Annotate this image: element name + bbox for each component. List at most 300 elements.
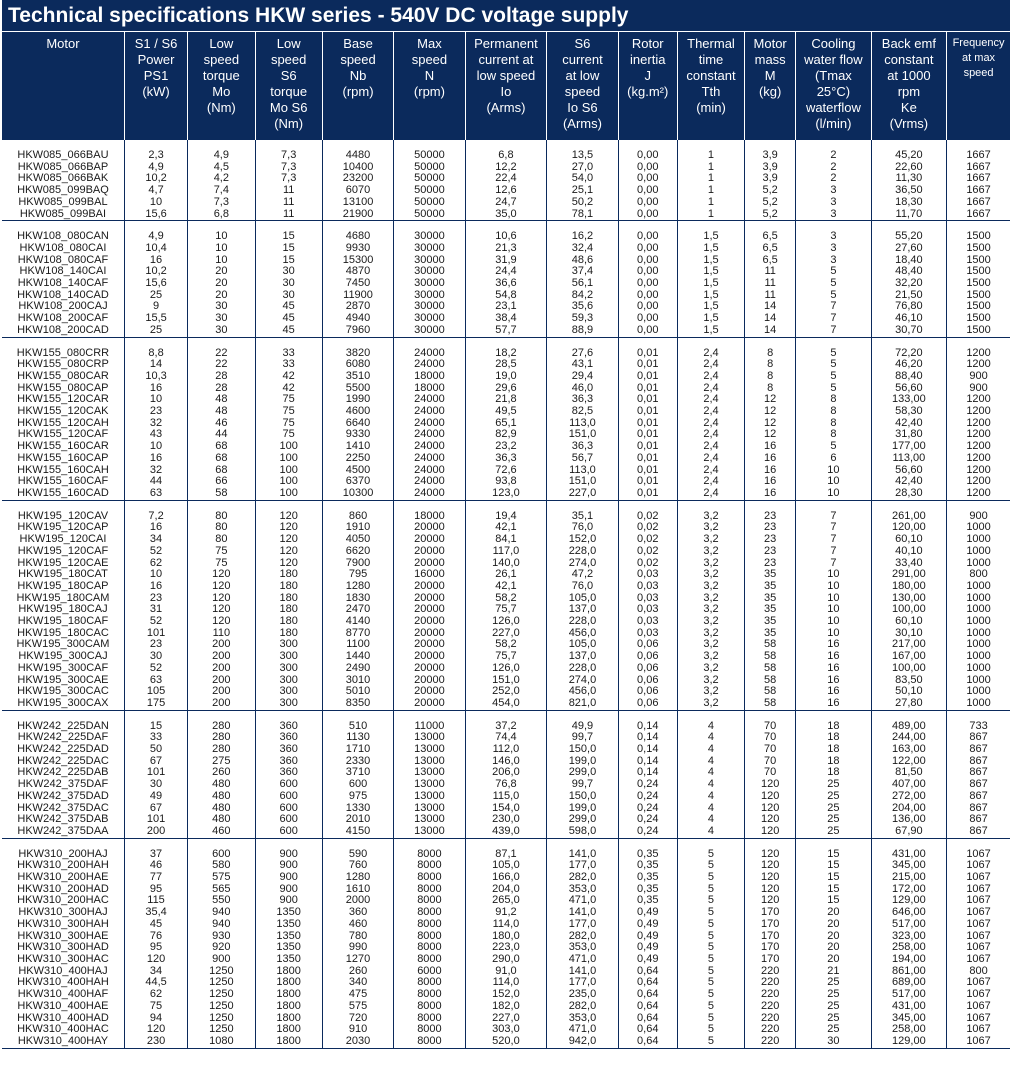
spacer-cell xyxy=(547,710,618,721)
motor-name-cell: HKW310_200HAE xyxy=(17,872,109,884)
table-cell: 15 xyxy=(255,243,322,255)
table-cell: 215,00 xyxy=(871,872,946,884)
table-cell: 1067 xyxy=(947,872,1010,884)
motor-name-cell: HKW155_160CAH xyxy=(17,464,109,476)
table-cell: 10 xyxy=(124,569,187,581)
table-cell: 6 xyxy=(796,453,871,465)
table-cell: 510 xyxy=(322,721,393,733)
table-cell: 21,50 xyxy=(871,290,946,302)
table-row xyxy=(2,826,1010,838)
table-row xyxy=(2,266,1010,278)
table-cell: 25 xyxy=(796,779,871,791)
table-cell: 5 xyxy=(796,371,871,383)
table-cell: 5 xyxy=(796,441,871,453)
table-cell: 38,4 xyxy=(465,313,547,325)
column-header: Low speed S6 torque Mo S6 (Nm) xyxy=(255,32,322,141)
table-cell: 16 xyxy=(796,639,871,651)
table-cell: 42,1 xyxy=(465,581,547,593)
table-cell: 360 xyxy=(255,721,322,733)
table-cell: 6080 xyxy=(322,359,393,371)
table-cell: 16 xyxy=(796,663,871,675)
table-cell: 33 xyxy=(124,732,187,744)
table-cell: 68 xyxy=(188,465,255,477)
table-cell: 70 xyxy=(745,744,796,756)
table-cell: 11 xyxy=(745,278,796,290)
table-cell: 8000 xyxy=(394,1036,465,1048)
table-row xyxy=(2,488,1010,500)
table-cell: 2250 xyxy=(322,453,393,465)
table-cell: 15 xyxy=(255,231,322,243)
motor-name-cell: HKW310_300HAJ xyxy=(18,907,108,919)
table-cell: 0,01 xyxy=(618,406,677,418)
table-cell: 910 xyxy=(322,1024,393,1036)
table-row xyxy=(2,1024,1010,1036)
motor-name-cell: HKW242_225DAN xyxy=(17,720,109,732)
table-row xyxy=(2,418,1010,430)
table-cell: 0,03 xyxy=(618,628,677,640)
motor-name-cell: HKW155_120CAH xyxy=(17,417,109,429)
table-cell: 75 xyxy=(124,1001,187,1013)
table-cell: 35 xyxy=(745,593,796,605)
table-cell: 78,1 xyxy=(547,209,618,221)
table-cell: 80 xyxy=(188,522,255,534)
table-cell: 172,00 xyxy=(871,884,946,896)
table-cell: 46,20 xyxy=(871,359,946,371)
table-cell: 780 xyxy=(322,931,393,943)
table-cell: 50000 xyxy=(394,150,465,162)
spacer-cell xyxy=(745,500,796,511)
table-cell: 87,1 xyxy=(465,849,547,861)
table-cell: 0,06 xyxy=(618,663,677,675)
spacer-cell xyxy=(124,140,187,150)
table-cell: 5 xyxy=(677,1013,744,1025)
table-cell: 151,0 xyxy=(547,476,618,488)
column-header: Motor xyxy=(2,32,124,141)
table-cell: 1,5 xyxy=(677,243,744,255)
table-cell: 867 xyxy=(947,791,1010,803)
table-cell: 1,5 xyxy=(677,301,744,313)
table-cell: 23,2 xyxy=(465,441,547,453)
table-cell: 29,6 xyxy=(465,383,547,395)
table-cell: 299,0 xyxy=(547,814,618,826)
table-cell: 1,5 xyxy=(677,231,744,243)
table-cell: 0,24 xyxy=(618,814,677,826)
table-cell: 151,0 xyxy=(465,675,547,687)
motor-name-cell: HKW195_180CAM xyxy=(16,592,110,604)
column-header: Max speed N (rpm) xyxy=(394,32,465,141)
table-cell: 44 xyxy=(124,476,187,488)
table-cell: 6370 xyxy=(322,476,393,488)
table-cell: 1270 xyxy=(322,954,393,966)
table-cell: 456,0 xyxy=(547,628,618,640)
table-cell: 0,02 xyxy=(618,546,677,558)
table-cell: 1067 xyxy=(947,977,1010,989)
table-cell: 300 xyxy=(255,698,322,710)
table-cell: 57,7 xyxy=(465,325,547,337)
table-cell: 126,0 xyxy=(465,616,547,628)
table-cell: 244,00 xyxy=(871,732,946,744)
table-cell: 646,00 xyxy=(871,907,946,919)
table-cell: 30 xyxy=(124,779,187,791)
table-cell: 8,8 xyxy=(124,348,187,360)
table-cell: 20 xyxy=(796,931,871,943)
table-cell: 265,0 xyxy=(465,895,547,907)
table-cell: 1250 xyxy=(188,1001,255,1013)
group-spacer xyxy=(2,221,1010,232)
table-cell: 120 xyxy=(745,884,796,896)
table-cell: 3710 xyxy=(322,767,393,779)
table-row xyxy=(2,977,1010,989)
spacer-cell xyxy=(745,140,796,150)
motor-name-cell: HKW155_160CAR xyxy=(17,441,109,453)
table-cell: 290,0 xyxy=(465,954,547,966)
table-cell: 74,4 xyxy=(465,732,547,744)
table-cell: 8000 xyxy=(394,931,465,943)
motor-name-cell: HKW108_080CAN xyxy=(17,231,109,243)
table-cell: 24000 xyxy=(394,465,465,477)
table-cell: 13000 xyxy=(394,767,465,779)
table-cell: 1000 xyxy=(947,558,1010,570)
table-cell: 22 xyxy=(188,348,255,360)
table-cell: 1500 xyxy=(947,278,1010,290)
table-row xyxy=(2,1036,1010,1048)
table-cell: 177,00 xyxy=(871,441,946,453)
table-cell: 0,00 xyxy=(618,255,677,267)
table-cell: 23 xyxy=(124,593,187,605)
table-cell: 146,0 xyxy=(465,756,547,768)
table-row xyxy=(2,173,1010,185)
table-cell: 8 xyxy=(745,371,796,383)
table-cell: 4140 xyxy=(322,616,393,628)
table-cell: 150,0 xyxy=(547,791,618,803)
table-cell: 152,0 xyxy=(547,534,618,546)
motor-name-cell: HKW242_375DAC xyxy=(17,802,109,814)
table-cell: 1,5 xyxy=(677,266,744,278)
table-cell: 120,00 xyxy=(871,522,946,534)
table-cell: 28,5 xyxy=(465,359,547,371)
table-cell: 8 xyxy=(745,348,796,360)
table-cell: 120 xyxy=(255,534,322,546)
group-spacer xyxy=(2,710,1010,721)
table-cell: 16,2 xyxy=(547,231,618,243)
table-row xyxy=(2,255,1010,267)
motor-name-cell: HKW310_200HAD xyxy=(17,883,109,895)
table-cell: 10300 xyxy=(322,488,393,500)
table-cell: 19,4 xyxy=(465,511,547,523)
table-cell: 1250 xyxy=(188,966,255,978)
table-cell: 120 xyxy=(188,581,255,593)
table-cell: 8000 xyxy=(394,919,465,931)
table-cell: 258,00 xyxy=(871,1024,946,1036)
table-header-row xyxy=(2,32,1010,141)
table-cell: 12 xyxy=(745,406,796,418)
table-cell: 32,4 xyxy=(547,243,618,255)
table-cell: 900 xyxy=(255,860,322,872)
motor-name-cell: HKW155_160CAF xyxy=(17,476,109,488)
table-cell: 0,64 xyxy=(618,1001,677,1013)
table-row xyxy=(2,394,1010,406)
table-cell: 63 xyxy=(124,675,187,687)
table-cell: 22 xyxy=(188,359,255,371)
table-cell: 21,3 xyxy=(465,243,547,255)
table-cell: 36,6 xyxy=(465,278,547,290)
column-header: Frequency at max speed xyxy=(947,32,1010,141)
table-cell: 44,5 xyxy=(124,977,187,989)
spacer-cell xyxy=(947,710,1010,721)
table-cell: 99,7 xyxy=(547,732,618,744)
table-cell: 30 xyxy=(796,1036,871,1048)
table-cell: 0,35 xyxy=(618,895,677,907)
table-cell: 230 xyxy=(124,1036,187,1048)
table-cell: 25 xyxy=(124,290,187,302)
spacer-cell xyxy=(2,221,124,232)
table-cell: 66 xyxy=(188,476,255,488)
table-cell: 199,0 xyxy=(547,803,618,815)
table-cell: 42 xyxy=(255,371,322,383)
table-cell: 228,0 xyxy=(547,663,618,675)
table-cell: 0,64 xyxy=(618,966,677,978)
table-cell: 46 xyxy=(188,418,255,430)
motor-name-cell: HKW155_080CRR xyxy=(16,347,110,359)
table-cell: 0,02 xyxy=(618,511,677,523)
motor-name-cell: HKW085_099BAQ xyxy=(17,185,109,197)
table-cell: 50000 xyxy=(394,173,465,185)
table-cell: 5 xyxy=(677,872,744,884)
table-cell: 76,8 xyxy=(465,779,547,791)
motor-name-cell: HKW195_300CAX xyxy=(17,697,109,709)
table-cell: 120 xyxy=(745,895,796,907)
table-cell: 2,4 xyxy=(677,383,744,395)
table-cell: 36,3 xyxy=(547,441,618,453)
table-cell: 45,20 xyxy=(871,150,946,162)
motor-name-cell: HKW085_099BAI xyxy=(19,208,107,220)
table-cell: 220 xyxy=(745,966,796,978)
table-cell: 9930 xyxy=(322,243,393,255)
table-cell: 180 xyxy=(255,581,322,593)
table-cell: 21900 xyxy=(322,209,393,221)
table-cell: 10 xyxy=(796,604,871,616)
table-cell: 23 xyxy=(745,511,796,523)
table-cell: 1 xyxy=(677,185,744,197)
table-cell: 120 xyxy=(745,849,796,861)
motor-name-cell: HKW310_400HAF xyxy=(17,989,109,1001)
table-cell: 45 xyxy=(255,325,322,337)
motor-name-cell: HKW195_180CAP xyxy=(17,580,109,592)
table-cell: 9 xyxy=(124,301,187,313)
table-cell: 303,0 xyxy=(465,1024,547,1036)
table-cell: 49 xyxy=(124,791,187,803)
table-cell: 30000 xyxy=(394,301,465,313)
table-cell: 30000 xyxy=(394,255,465,267)
table-row xyxy=(2,663,1010,675)
table-row xyxy=(2,744,1010,756)
table-cell: 11,70 xyxy=(871,209,946,221)
table-cell: 52 xyxy=(124,616,187,628)
table-cell: 8000 xyxy=(394,942,465,954)
group-spacer xyxy=(2,140,1010,150)
group-spacer xyxy=(2,838,1010,849)
table-cell: 360 xyxy=(255,744,322,756)
spacer-cell xyxy=(394,221,465,232)
table-cell: 1,5 xyxy=(677,255,744,267)
table-cell: 80 xyxy=(188,511,255,523)
table-cell: 2,4 xyxy=(677,394,744,406)
table-cell: 4 xyxy=(677,779,744,791)
table-cell: 8770 xyxy=(322,628,393,640)
table-cell: 18000 xyxy=(394,371,465,383)
motor-name-cell: HKW155_160CAP xyxy=(17,452,109,464)
table-cell: 228,0 xyxy=(547,616,618,628)
spacer-cell xyxy=(124,500,187,511)
motor-name-cell: HKW108_080CAF xyxy=(17,254,109,266)
table-cell: 4870 xyxy=(322,266,393,278)
table-cell: 280 xyxy=(188,732,255,744)
table-cell: 170 xyxy=(745,931,796,943)
table-cell: 1080 xyxy=(188,1036,255,1048)
motor-name-cell: HKW155_120CAK xyxy=(17,406,109,418)
table-cell: 7,3 xyxy=(255,173,322,185)
table-cell: 1667 xyxy=(947,173,1010,185)
table-cell: 58 xyxy=(188,488,255,500)
table-cell: 33,40 xyxy=(871,558,946,570)
table-cell: 0,01 xyxy=(618,429,677,441)
table-cell: 25 xyxy=(796,977,871,989)
table-cell: 1000 xyxy=(947,534,1010,546)
table-cell: 1990 xyxy=(322,394,393,406)
table-row xyxy=(2,231,1010,243)
spacer-cell xyxy=(465,710,547,721)
table-cell: 407,00 xyxy=(871,779,946,791)
table-cell: 1000 xyxy=(947,628,1010,640)
table-cell: 29,4 xyxy=(547,371,618,383)
table-cell: 1067 xyxy=(947,942,1010,954)
table-row xyxy=(2,860,1010,872)
table-cell: 0,14 xyxy=(618,756,677,768)
table-cell: 82,9 xyxy=(465,429,547,441)
table-cell: 3,2 xyxy=(677,511,744,523)
table-cell: 360 xyxy=(322,907,393,919)
table-cell: 1067 xyxy=(947,989,1010,1001)
table-cell: 1800 xyxy=(255,1036,322,1048)
table-cell: 46,0 xyxy=(547,383,618,395)
table-cell: 35,4 xyxy=(124,907,187,919)
table-cell: 10400 xyxy=(322,162,393,174)
table-cell: 220 xyxy=(745,989,796,1001)
table-cell: 54,0 xyxy=(547,173,618,185)
table-cell: 282,0 xyxy=(547,931,618,943)
table-cell: 4480 xyxy=(322,150,393,162)
table-cell: 0,00 xyxy=(618,325,677,337)
table-cell: 36,3 xyxy=(547,394,618,406)
table-cell: 6,5 xyxy=(745,255,796,267)
table-cell: 16 xyxy=(745,488,796,500)
table-cell: 42,40 xyxy=(871,418,946,430)
table-cell: 20000 xyxy=(394,663,465,675)
table-cell: 10,2 xyxy=(124,173,187,185)
table-cell: 48,6 xyxy=(547,255,618,267)
table-cell: 49,9 xyxy=(547,721,618,733)
table-cell: 25 xyxy=(796,989,871,1001)
table-cell: 7,3 xyxy=(188,197,255,209)
spacer-cell xyxy=(188,838,255,849)
table-cell: 30000 xyxy=(394,290,465,302)
spacer-cell xyxy=(745,221,796,232)
table-cell: 3 xyxy=(796,185,871,197)
table-cell: 48 xyxy=(188,406,255,418)
table-cell: 170 xyxy=(745,907,796,919)
table-cell: 15 xyxy=(796,860,871,872)
table-cell: 1250 xyxy=(188,989,255,1001)
table-cell: 0,01 xyxy=(618,371,677,383)
table-cell: 13000 xyxy=(394,756,465,768)
table-cell: 115,0 xyxy=(465,791,547,803)
table-cell: 11900 xyxy=(322,290,393,302)
table-cell: 15,5 xyxy=(124,313,187,325)
table-cell: 68 xyxy=(188,453,255,465)
table-cell: 113,0 xyxy=(547,418,618,430)
table-cell: 8000 xyxy=(394,1024,465,1036)
table-cell: 20 xyxy=(188,266,255,278)
table-cell: 1067 xyxy=(947,1001,1010,1013)
table-cell: 20 xyxy=(796,907,871,919)
table-row xyxy=(2,721,1010,733)
table-cell: 7900 xyxy=(322,558,393,570)
table-cell: 282,0 xyxy=(547,1001,618,1013)
table-row xyxy=(2,942,1010,954)
table-cell: 0,35 xyxy=(618,849,677,861)
table-cell: 260 xyxy=(322,966,393,978)
table-cell: 1000 xyxy=(947,663,1010,675)
table-cell: 20000 xyxy=(394,639,465,651)
table-cell: 323,00 xyxy=(871,931,946,943)
table-cell: 36,3 xyxy=(465,453,547,465)
table-cell: 25 xyxy=(796,1001,871,1013)
table-cell: 13000 xyxy=(394,791,465,803)
table-cell: 32 xyxy=(124,418,187,430)
table-cell: 20000 xyxy=(394,651,465,663)
spacer-cell xyxy=(188,221,255,232)
table-row xyxy=(2,767,1010,779)
table-cell: 7,3 xyxy=(255,162,322,174)
table-cell: 15 xyxy=(796,884,871,896)
table-cell: 56,1 xyxy=(547,278,618,290)
table-cell: 120 xyxy=(745,779,796,791)
table-cell: 31,9 xyxy=(465,255,547,267)
table-cell: 3,2 xyxy=(677,546,744,558)
table-cell: 0,06 xyxy=(618,651,677,663)
table-row xyxy=(2,325,1010,337)
table-cell: 20 xyxy=(796,954,871,966)
table-cell: 100 xyxy=(255,476,322,488)
spacer-cell xyxy=(188,710,255,721)
table-cell: 36,50 xyxy=(871,185,946,197)
table-row xyxy=(2,698,1010,710)
table-cell: 18000 xyxy=(394,511,465,523)
table-cell: 34 xyxy=(124,966,187,978)
table-cell: 274,0 xyxy=(547,675,618,687)
motor-name-cell: HKW195_180CAJ xyxy=(18,604,108,616)
table-cell: 16 xyxy=(796,698,871,710)
spacer-cell xyxy=(188,337,255,348)
table-cell: 900 xyxy=(255,872,322,884)
table-cell: 0,01 xyxy=(618,453,677,465)
table-cell: 24000 xyxy=(394,476,465,488)
table-cell: 75 xyxy=(188,558,255,570)
table-cell: 460 xyxy=(188,826,255,838)
spacer-cell xyxy=(618,500,677,511)
table-cell: 15 xyxy=(796,895,871,907)
spacer-cell xyxy=(796,221,871,232)
